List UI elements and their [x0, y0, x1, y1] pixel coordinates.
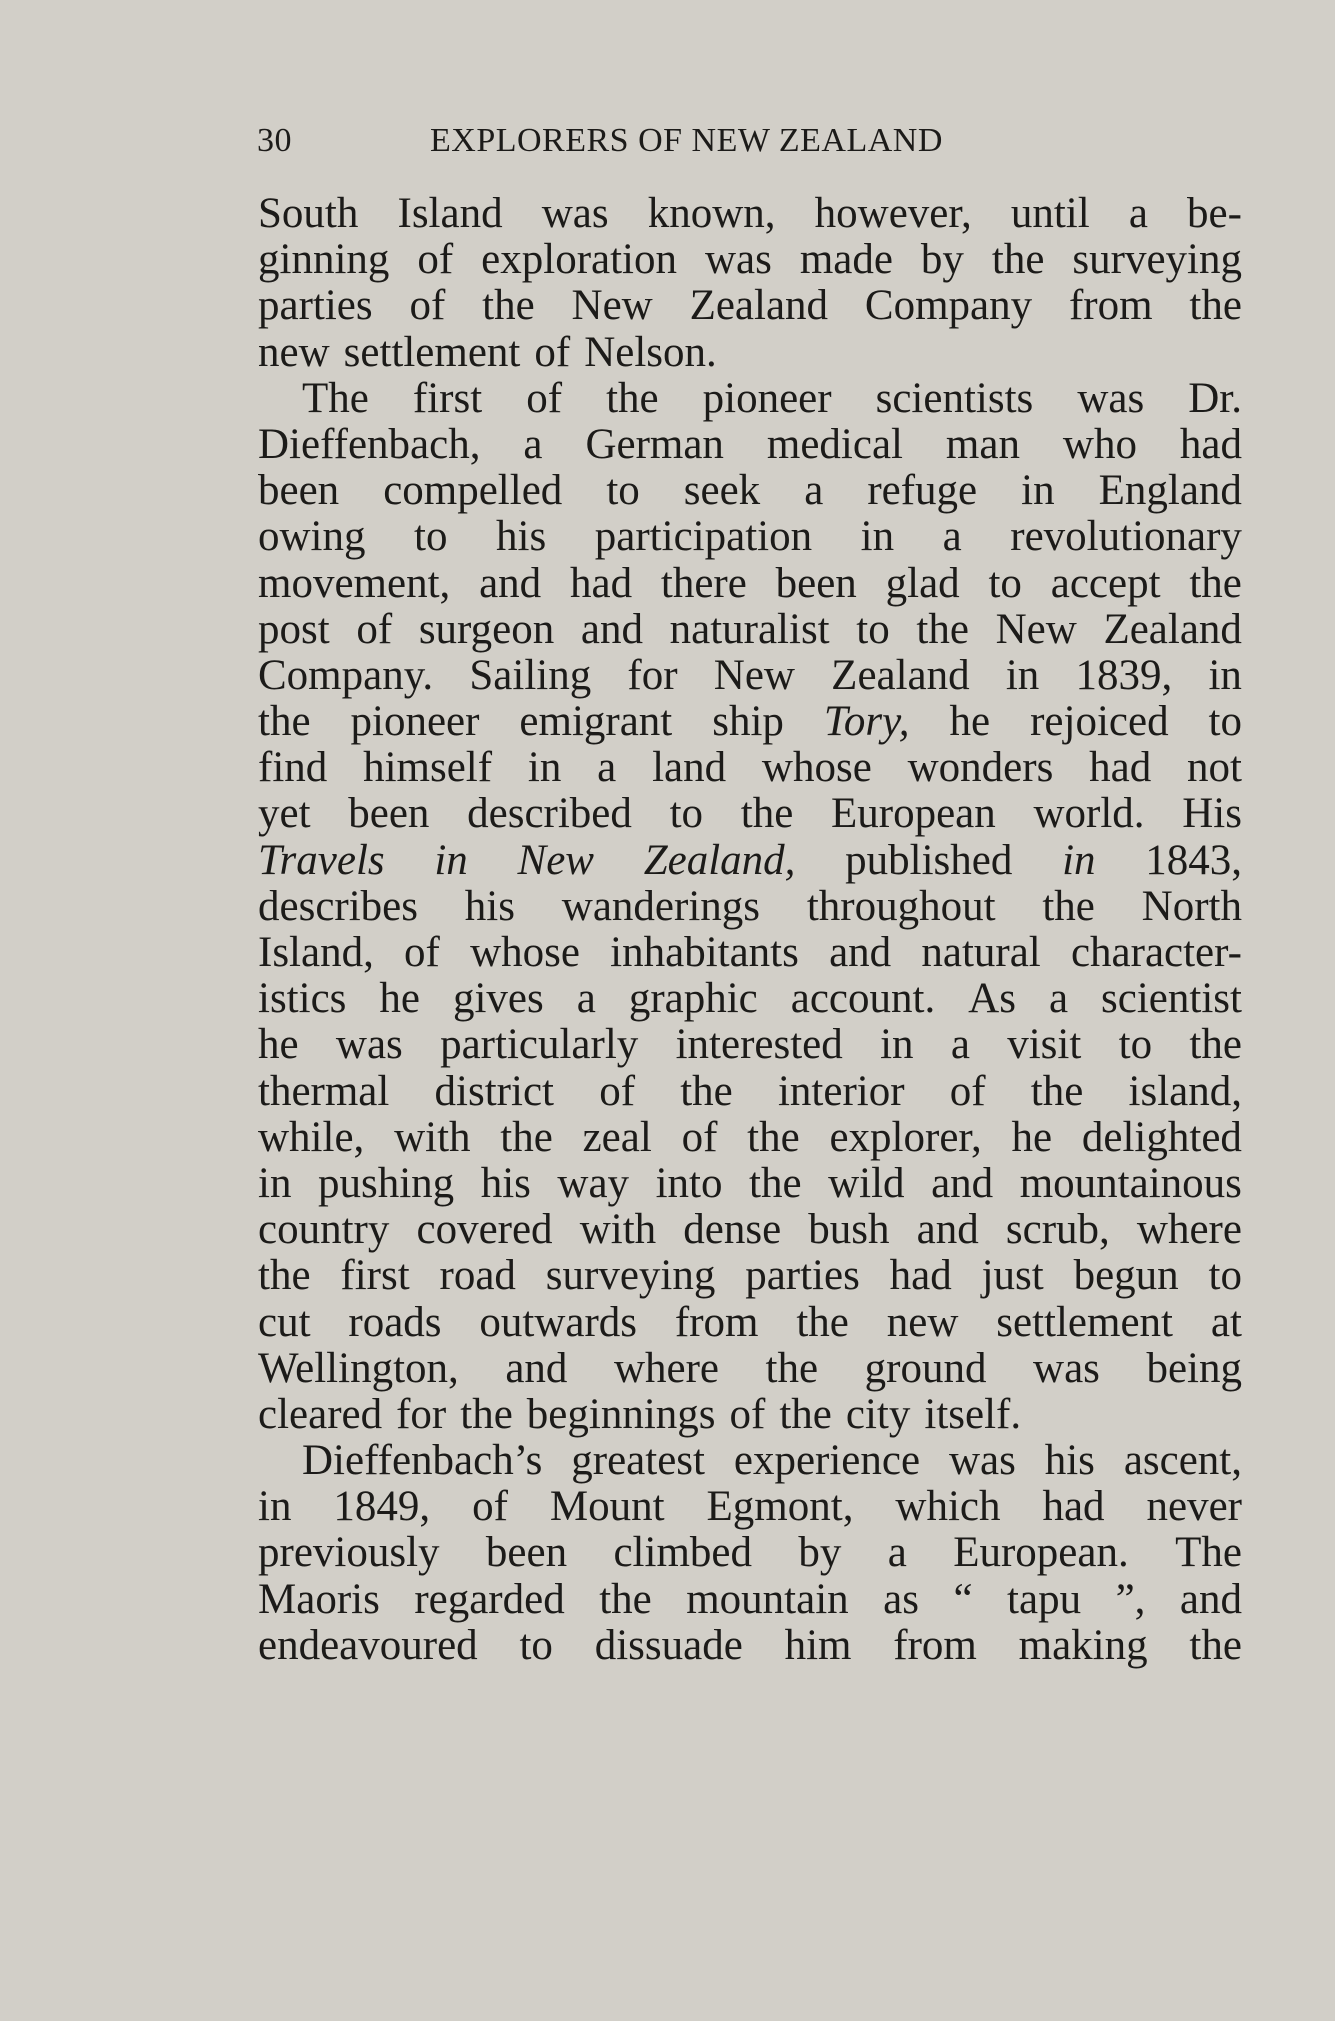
text-line: The first of the pioneer scientists was Dr. [302, 374, 1242, 422]
text-line: thermal district of the interior of the island, [258, 1067, 1242, 1115]
running-head [257, 116, 1069, 166]
body-text [258, 191, 1242, 1669]
text-line: he was particularly interested in a visit to the [258, 1021, 1242, 1069]
text-line: country covered with dense bush and scrub, where [258, 1206, 1242, 1254]
text-line: post of surgeon and naturalist to the New Zealand [258, 605, 1242, 653]
text-line: cleared for the beginnings of the city itself. [258, 1390, 1022, 1438]
text-line: istics he gives a graphic account. As a scientist [258, 975, 1242, 1023]
text-line: the first road surveying parties had just begun to [258, 1252, 1242, 1300]
text-line: Dieffenbach’s greatest experience was his ascent, [302, 1437, 1242, 1485]
text-line: movement, and had there been glad to accept the [258, 559, 1242, 607]
text-line: find himself in a land whose wonders had not [258, 744, 1242, 792]
running-title: EXPLORERS OF NEW ZEALAND [430, 122, 943, 159]
text-line: previously been climbed by a European. The [258, 1529, 1242, 1577]
page-number: 30 [257, 122, 292, 159]
text-line: in pushing his way into the wild and mountainous [258, 1159, 1242, 1207]
text-line: endeavoured to dissuade him from making the [258, 1621, 1242, 1669]
text-line: Wellington, and where the ground was being [258, 1344, 1242, 1392]
text-line: yet been described to the European world. His [258, 790, 1242, 838]
text-line: the pioneer emigrant ship Tory, he rejoiced to [258, 698, 1242, 746]
text-line: Island, of whose inhabitants and natural character- [258, 929, 1242, 976]
text-line: Company. Sailing for New Zealand in 1839, in [258, 651, 1242, 699]
text-line: South Island was known, however, until a be- [258, 190, 1242, 237]
text-line: Maoris regarded the mountain as “ tapu ”, and [258, 1575, 1242, 1623]
text-line: describes his wanderings throughout the North [258, 882, 1242, 930]
text-line: Travels in New Zealand, published in 1843, [258, 836, 1242, 884]
text-line: Dieffenbach, a German medical man who had [258, 420, 1242, 468]
text-line: in 1849, of Mount Egmont, which had never [258, 1483, 1242, 1531]
text-line: cut roads outwards from the new settlement at [258, 1298, 1242, 1346]
text-line: while, with the zeal of the explorer, he delighted [258, 1113, 1242, 1161]
text-line: parties of the New Zealand Company from the [258, 282, 1242, 330]
text-line: ginning of exploration was made by the surveying [258, 236, 1242, 284]
text-line: owing to his participation in a revolutionary [258, 513, 1242, 561]
text-line: new settlement of Nelson. [258, 328, 717, 376]
text-line: been compelled to seek a refuge in England [258, 467, 1242, 515]
